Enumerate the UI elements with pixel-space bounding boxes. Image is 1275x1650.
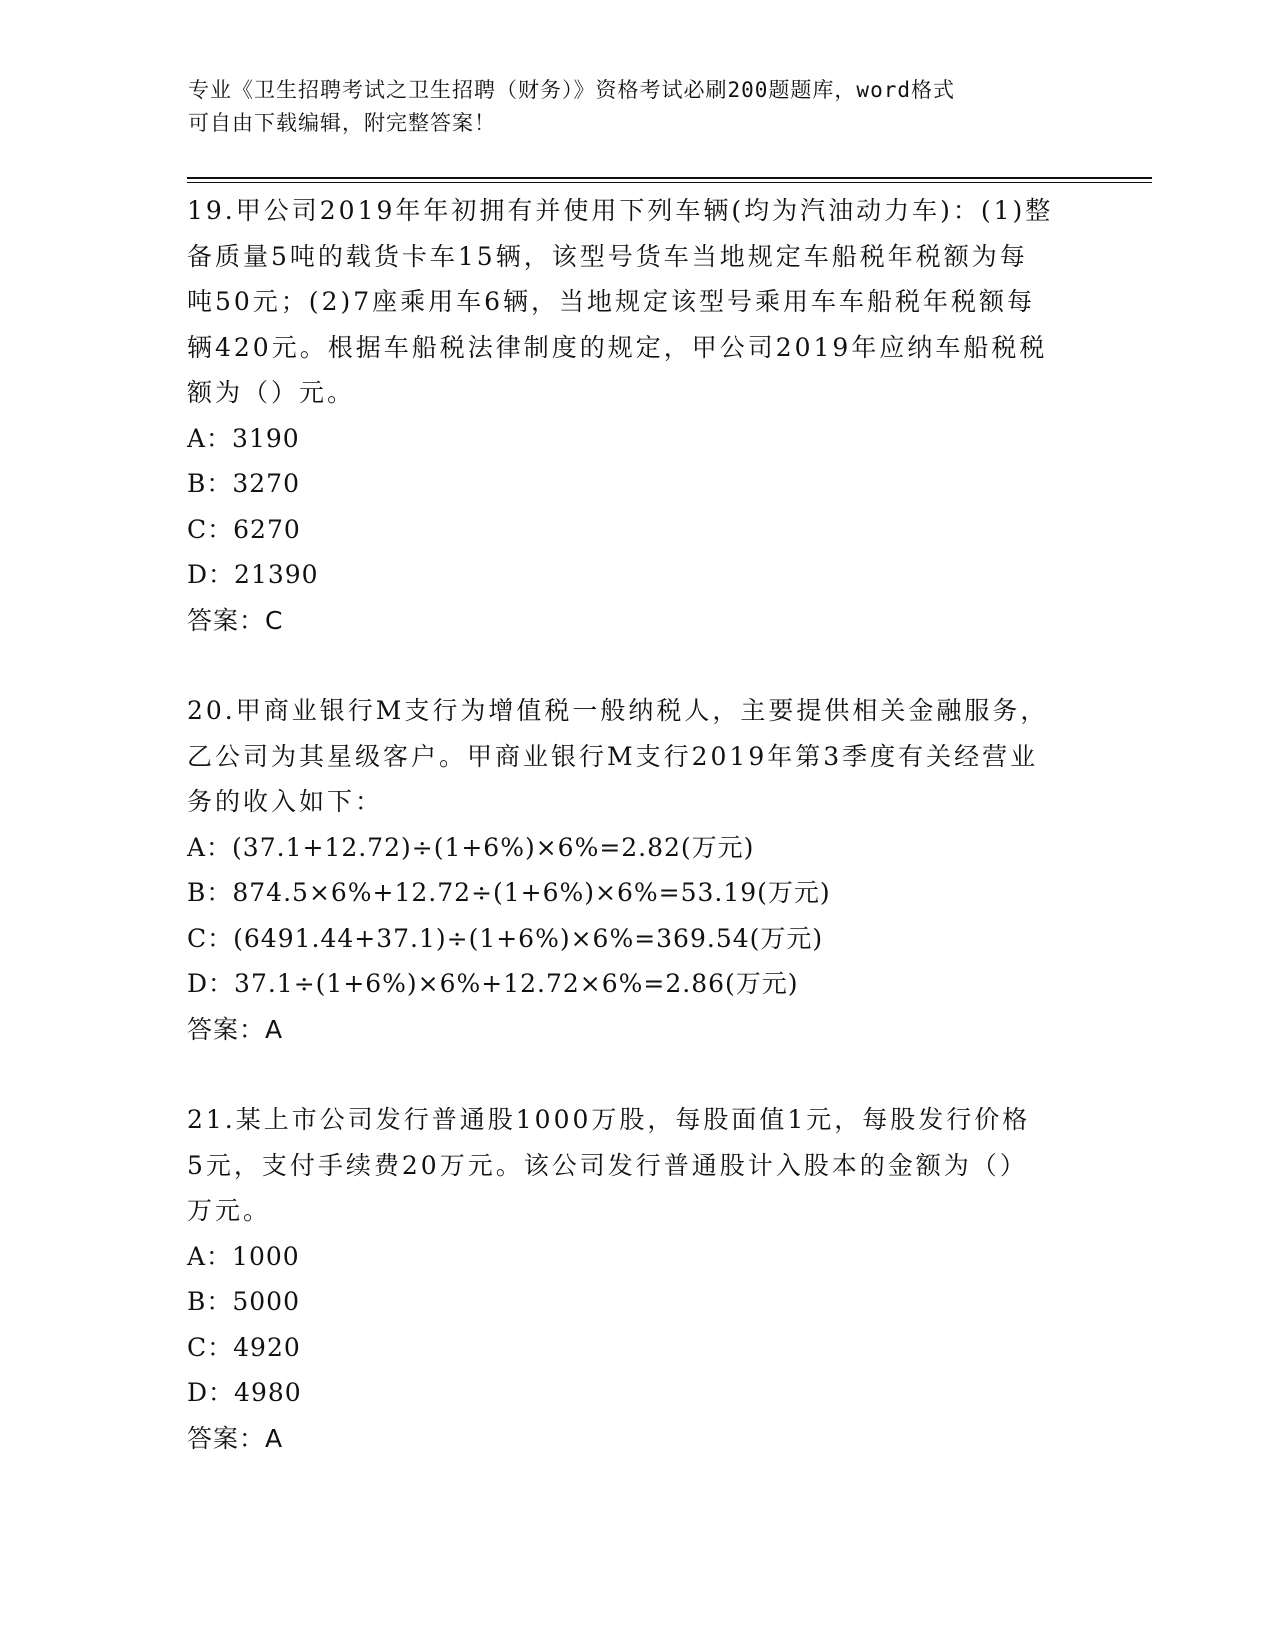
option-c: C：4920 [187, 1332, 301, 1362]
answer: 答案：A [187, 1423, 284, 1453]
header-divider-thin [187, 182, 1152, 183]
option-c: C：(6491.44+37.1)÷(1+6%)×6%=369.54(万元) [187, 923, 824, 953]
question-21 [187, 1097, 1087, 1461]
question-text-line: 额为（）元。 [187, 378, 356, 407]
answer: 答案：C [187, 605, 284, 635]
document-header [188, 74, 1088, 140]
question-text-line: 备质量5吨的载货卡车15辆，该型号货车当地规定车船税年税额为每 [187, 241, 1028, 271]
option-a: A：3190 [187, 423, 300, 453]
question-text-line: 乙公司为其星级客户。甲商业银行M支行2019年第3季度有关经营业 [187, 741, 1039, 771]
question-19 [187, 188, 1087, 643]
question-text-line: 19.甲公司2019年年初拥有并使用下列车辆(均为汽油动力车)：(1)整 [187, 196, 1054, 225]
option-a: A：(37.1+12.72)÷(1+6%)×6%=2.82(万元) [187, 832, 755, 862]
option-b: B：5000 [187, 1287, 300, 1316]
option-d: D：37.1÷(1+6%)×6%+12.72×6%=2.86(万元) [187, 969, 799, 998]
question-text-line: 务的收入如下： [187, 787, 384, 816]
header-divider-thick [187, 177, 1152, 179]
header-line-2: 可自由下载编辑，附完整答案！ [188, 111, 496, 135]
option-d: D：21390 [187, 560, 319, 589]
option-b: B：874.5×6%+12.72÷(1+6%)×6%=53.19(万元) [187, 878, 831, 907]
option-a: A：1000 [187, 1241, 300, 1271]
question-text-line: 5元，支付手续费20万元。该公司发行普通股计入股本的金额为（） [187, 1150, 1028, 1180]
question-text-line: 吨50元；(2)7座乘用车6辆，当地规定该型号乘用车车船税年税额每 [187, 287, 1036, 316]
question-text-line: 辆420元。根据车船税法律制度的规定，甲公司2019年应纳车船税税 [187, 332, 1048, 362]
option-b: B：3270 [187, 469, 300, 498]
question-20 [187, 688, 1087, 1052]
answer: 答案：A [187, 1014, 284, 1044]
question-text-line: 万元。 [187, 1196, 272, 1225]
option-c: C：6270 [187, 514, 301, 544]
question-text-line: 20.甲商业银行M支行为增值税一般纳税人，主要提供相关金融服务， [187, 696, 1049, 725]
question-text-line: 21.某上市公司发行普通股1000万股，每股面值1元，每股发行价格 [187, 1105, 1031, 1134]
option-d: D：4980 [187, 1378, 302, 1407]
header-line-1: 专业《卫生招聘考试之卫生招聘（财务）》资格考试必刷200题题库，word格式 [188, 78, 955, 102]
